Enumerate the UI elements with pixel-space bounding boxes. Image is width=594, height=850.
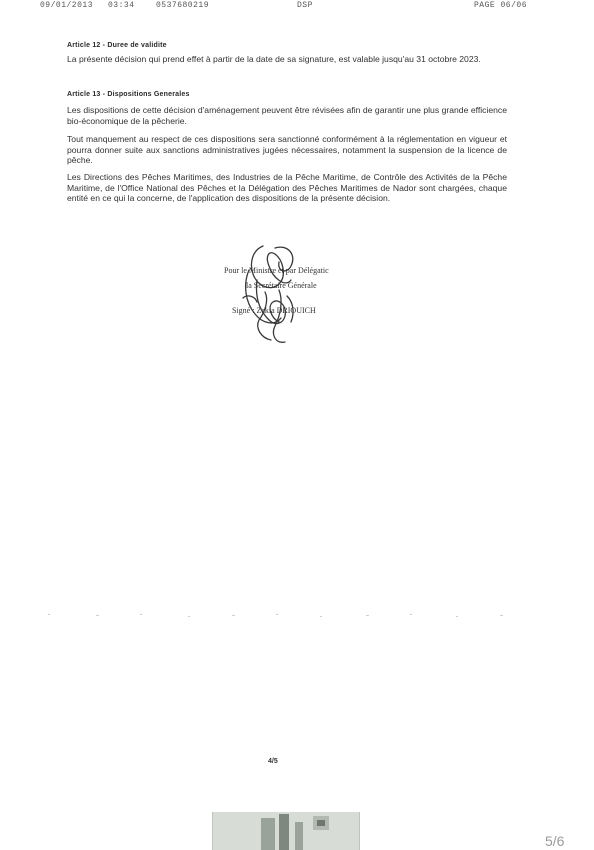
fax-department: DSP (297, 1, 313, 10)
document-page-counter: 5/6 (545, 833, 565, 849)
fax-time: 03:34 (108, 1, 135, 10)
article-13-paragraph-3: Les Directions des Pêches Maritimes, des Industries de la Pêche Maritime, de Contrôle des Activités de la Pêche Maritime, de l'Office National des Pêches et la Délégation des Pêches Maritimes de Nador sont chargées, chaque entité en ce qui la concerne, de l'application des dispositions de la présente décision. (67, 172, 507, 203)
page-number: 4/5 (268, 758, 278, 765)
fax-page-indicator: PAGE 06/06 (474, 1, 528, 10)
article-12-title: Article 12 - Duree de validite (67, 42, 167, 49)
fax-header (0, 0, 594, 12)
fax-date: 09/01/2013 (40, 1, 94, 10)
fax-number: 0537680219 (156, 1, 210, 10)
scan-artifact (0, 610, 594, 622)
signature-line-minister: Pour le Ministre et par Délégatic (224, 266, 329, 275)
signature-line-signed: Signé : Zakia DRIOUICH (232, 306, 316, 315)
article-12-paragraph: La présente décision qui prend effet à partir de la date de sa signature, est valable jusqu'au 31 octobre 2023. (67, 54, 481, 64)
signature-line-secretary: la Secrétaire Générale (246, 281, 317, 290)
handwritten-signature (235, 240, 310, 348)
stamp-image-strip (212, 812, 360, 850)
article-13-title: Article 13 - Dispositions Generales (67, 91, 190, 98)
article-13-paragraph-2: Tout manquement au respect de ces dispositions sera sanctionné conformément à la réglementation en vigueur et pourra donner suite aux sanctions administratives jugées nécessaires, notamment la suspension de la licence de pêche. (67, 134, 507, 165)
article-13-paragraph-1: Les dispositions de cette décision d'aménagement peuvent être révisées afin de garantir une plus grande efficience bio-économique de la pêcherie. (67, 105, 507, 126)
